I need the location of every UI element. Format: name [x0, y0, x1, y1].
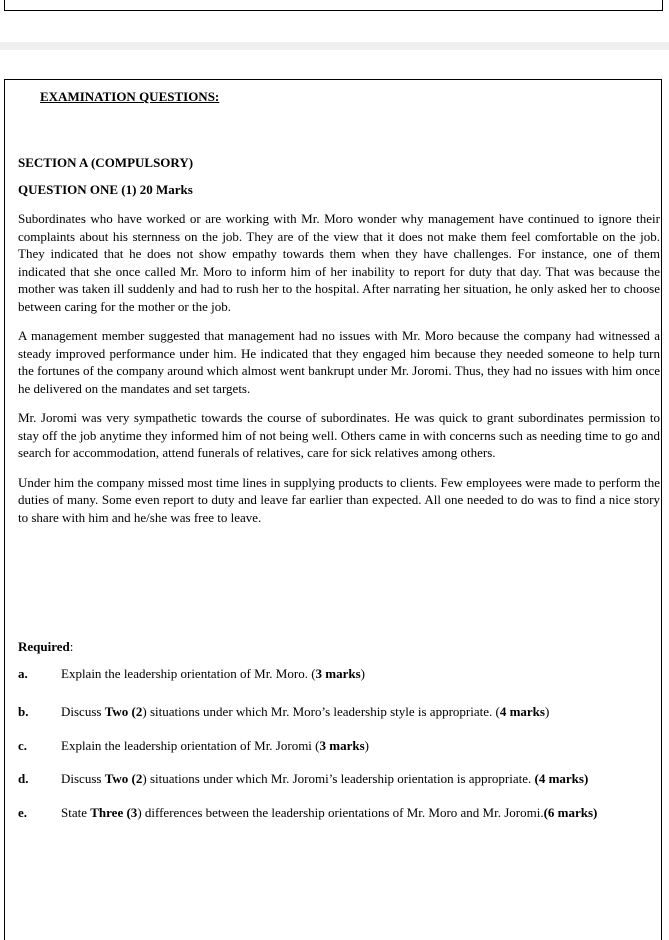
item-post: )	[364, 738, 369, 753]
page-separator	[0, 42, 669, 50]
item-text: State	[61, 805, 91, 820]
item-letter: a.	[18, 666, 28, 681]
item-letter: d.	[18, 771, 29, 786]
required-item-d	[18, 771, 588, 787]
paragraph: Under him the company missed most time lines in supplying products to clients. Few employees were made to perform the duties of many. Some even report to duty and leave far earlier than expected. All one needed to do was to find a nice story to share with him and he/she was free to leave.	[18, 474, 660, 525]
required-item-e	[18, 805, 597, 821]
required-text: Required	[18, 639, 70, 654]
item-text: Discuss	[61, 704, 105, 719]
item-text-mid: ) differences between the leadership orientations of Mr. Moro and Mr. Joromi.	[137, 805, 544, 820]
paragraph: Mr. Joromi was very sympathetic towards the course of subordinates. He was quick to grant subordinates permission to stay off the job anytime they informed him of not being well. Others came in with concerns such as needing time to go and search for accommodation, attend funerals of relatives, care for sick relatives among others.	[18, 410, 660, 460]
paragraph: Subordinates who have worked or are working with Mr. Moro wonder why management have continued to ignore their complaints about his sternness on the job. They are of the view that it does not make them feel comfortable on the job. They indicated that he does not show empathy towards them when they have challenges. For instance, one of them indicated that she once called Mr. Moro to inform him of her inability to report for duty that day. That was because the mother was taken ill suddenly and had to rush her to the hospital. After narrating her situation, he only asked her to choose between caring for the mother or the job.	[18, 211, 660, 314]
required-label	[18, 639, 73, 655]
required-item-b	[18, 704, 549, 720]
question-heading: QUESTION ONE (1) 20 Marks	[18, 182, 193, 197]
required-colon: :	[69, 639, 74, 654]
item-letter: b.	[18, 704, 29, 719]
item-marks: 3 marks	[319, 738, 365, 753]
item-emphasis: Three (3	[90, 805, 138, 820]
item-emphasis: Two (2	[104, 704, 143, 719]
exam-page	[4, 79, 662, 940]
paragraph: A management member suggested that management had no issues with Mr. Moro because the company had witnessed a steady improved performance under him. He indicated that they engaged him because they needed someone to help turn the fortunes of the company around which almost went bankrupt under Mr. Joromi. Thus, they had no issues with him once he delivered on the mandates and set targets.	[18, 328, 660, 396]
required-item-a	[18, 666, 365, 682]
exam-title: EXAMINATION QUESTIONS:	[40, 89, 220, 104]
item-emphasis: Two (2	[104, 771, 143, 786]
item-marks: 3 marks	[315, 666, 361, 681]
item-text-mid: ) situations under which Mr. Joromi’s leadership orientation is appropriate.	[142, 771, 535, 786]
item-letter: c.	[18, 738, 28, 753]
item-marks: 4 marks	[499, 704, 545, 719]
item-post: )	[544, 704, 550, 719]
item-text-mid: ) situations under which Mr. Moro’s leadership style is appropriate. (	[142, 704, 500, 719]
item-marks: (6 marks)	[543, 805, 598, 820]
previous-page-box	[4, 0, 663, 11]
required-item-c	[18, 738, 369, 754]
item-post: )	[360, 666, 366, 681]
case-study-text	[18, 210, 660, 538]
item-marks: (4 marks)	[534, 771, 589, 786]
item-text: Discuss	[61, 771, 105, 786]
item-text: Explain the leadership orientation of Mr. Joromi (	[61, 738, 320, 753]
item-text: Explain the leadership orientation of Mr. Moro. (	[61, 666, 316, 681]
section-heading: SECTION A (COMPULSORY)	[18, 155, 194, 170]
item-letter: e.	[18, 805, 28, 820]
